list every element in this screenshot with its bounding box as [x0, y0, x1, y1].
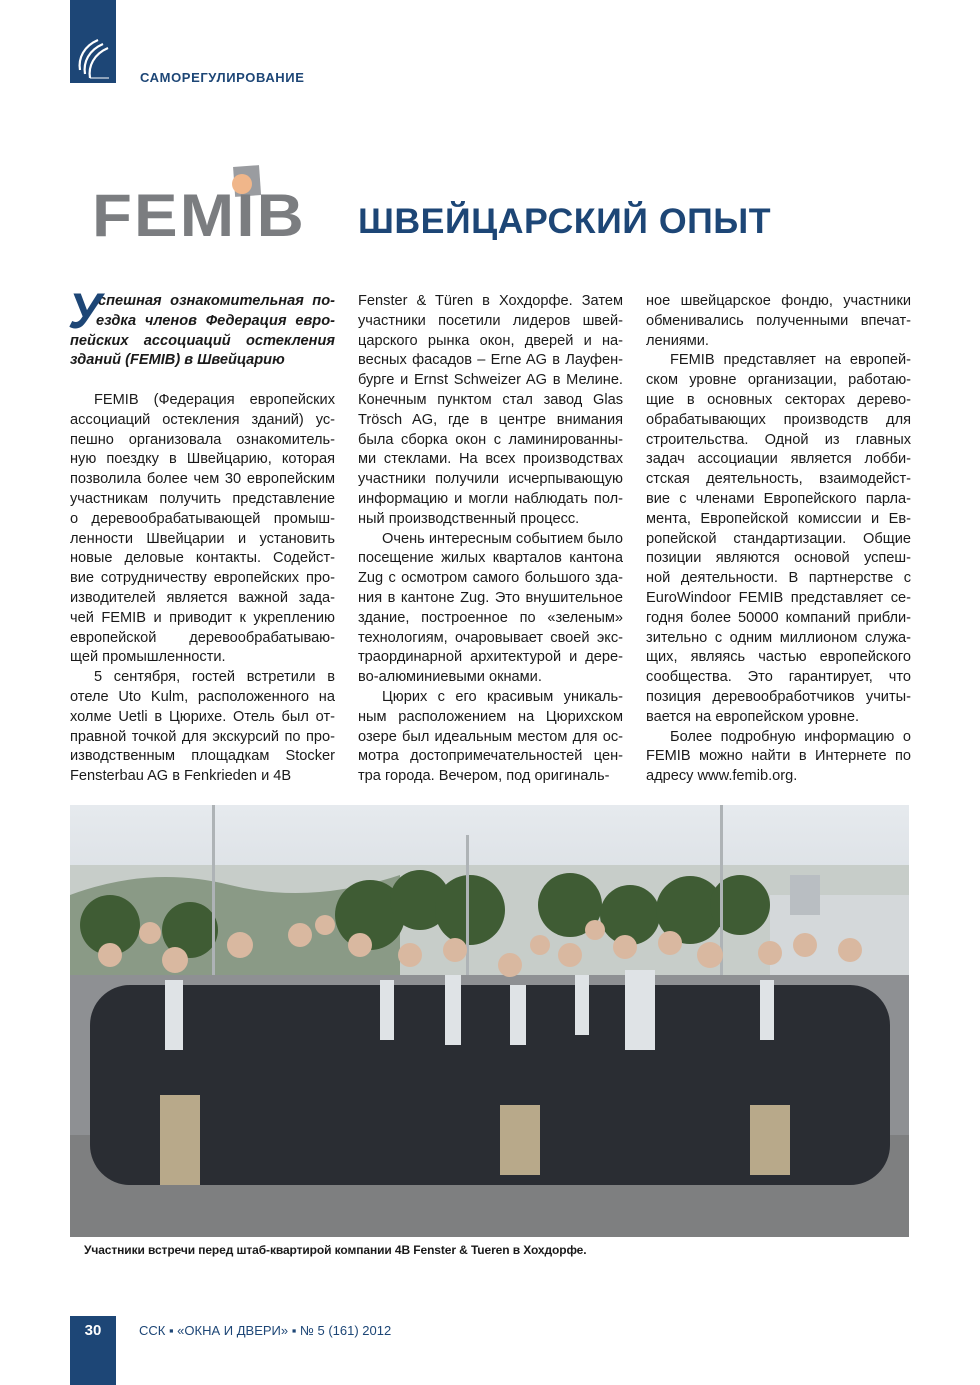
- text-line: участники получили исчерпывающую: [358, 471, 623, 488]
- text-line: озере был идеальным местом для ос-: [358, 728, 623, 745]
- text-line: бурге и Ernst Schweizer AG в Мелине.: [358, 372, 623, 389]
- text-line: обменивались полученными впечат-: [646, 312, 911, 329]
- text-line: пейских ассоциаций остекления: [70, 332, 335, 349]
- text-line: посещение жилых кварталов кантона: [358, 550, 623, 567]
- magazine-logo-icon: [76, 36, 110, 80]
- text-line: информацию и могли наблюдать пол-: [358, 490, 623, 507]
- text-line: спешная ознакомительная по-: [98, 293, 335, 309]
- text-line: ное швейцарское фондю, участники: [646, 293, 911, 309]
- text-line: Fenster & Türen в Хохдорфе. Затем: [358, 293, 623, 309]
- text-line: здание, построенное по «зеленым»: [358, 609, 623, 626]
- text-line: зданий (FEMIB) в Швейцарию: [70, 352, 285, 369]
- text-line: ездка членов Федерация евро-: [96, 312, 335, 329]
- text-line: ропейской стандартизации. Общие: [646, 530, 911, 547]
- text-line: FEMIB представляет на европей-: [670, 352, 911, 369]
- text-line: траординарной архитектурой и дере-: [358, 649, 623, 666]
- text-line: щей промышленности.: [70, 649, 226, 666]
- text-line: EuroWindoor FEMIB представляет се-: [646, 589, 911, 606]
- page-number: 30: [84, 1322, 102, 1339]
- section-marker: [70, 0, 116, 83]
- text-column-1: [68, 283, 335, 787]
- text-line: новые деловые контакты. Содейст-: [70, 550, 335, 567]
- text-line: мотра достопримечательностей цен-: [358, 748, 623, 765]
- text-line: была сборка окон с ламинированны-: [358, 431, 623, 448]
- svg-text:FEMIB: FEMIB: [92, 182, 306, 240]
- text-line: изводителей является важной зада-: [70, 589, 335, 606]
- text-line: изводственным площадкам Stocker: [70, 748, 335, 765]
- text-line: ассоциаций остекления зданий) ус-: [70, 411, 335, 428]
- text-line: отеле Uto Kulm, расположенного на: [70, 688, 335, 705]
- text-line: ми стеклами. На всех производствах: [358, 451, 623, 468]
- text-line: вие с членами Европейского парла-: [646, 490, 911, 507]
- group-photo: [70, 805, 909, 1237]
- text-line: о деревообрабатывающей промыш-: [70, 510, 335, 527]
- drop-cap: У: [68, 283, 102, 339]
- text-column-3: [646, 292, 911, 787]
- page-number-box: [70, 1316, 116, 1385]
- text-line: ным расположением на Цюрихском: [358, 708, 623, 725]
- text-line: стская деятельность, взаимодейст-: [646, 471, 911, 488]
- text-line: позволила более чем 30 европейским: [70, 471, 335, 488]
- text-line: ленности Швейцарии и установить: [70, 530, 335, 547]
- text-line: мента, Европейской комиссии и Ев-: [646, 510, 911, 527]
- text-line: ной деятельности. В партнерстве с: [646, 570, 911, 587]
- text-column-2: [358, 292, 623, 787]
- text-line: годня более 50000 компаний прибли-: [646, 609, 911, 626]
- text-line: Очень интересным событием было: [382, 530, 623, 547]
- text-line: обрабатывающих производств для: [646, 411, 911, 428]
- text-line: лениями.: [646, 332, 709, 349]
- text-line: чей FEMIB и приводит к укреплению: [70, 609, 335, 626]
- text-line: ском уровне организации, работаю-: [646, 372, 911, 389]
- text-line: участникам получить представление: [70, 490, 335, 507]
- text-line: ный производственный процесс.: [358, 510, 580, 527]
- text-line: Цюрих с его красивым уникаль-: [382, 688, 623, 705]
- text-line: вие сотрудничеству европейских про-: [70, 570, 335, 587]
- text-line: холме Uetli в Цюрихе. Отель был от-: [70, 708, 335, 725]
- photo-caption: Участники встречи перед штаб-квартирой компании 4B Fenster & Tueren в Хохдорфе.: [84, 1243, 587, 1257]
- text-line: Zug с осмотром самого большого зда-: [358, 570, 623, 587]
- text-line: сообщества. Это гарантирует, что: [646, 669, 911, 686]
- text-line: зительно с одним миллионом служа-: [646, 629, 911, 646]
- text-line: ния в кантоне Zug. Это внушительное: [358, 589, 623, 606]
- text-line: европейской деревообрабатываю-: [70, 629, 335, 646]
- text-line: технологиям, очаровывает своей экс-: [358, 629, 623, 646]
- text-line: Конечным пунктом стал завод Glas: [358, 391, 623, 408]
- text-line: позиция деревообработчиков учиты-: [646, 688, 911, 705]
- section-title: САМОРЕГУЛИРОВАНИЕ: [140, 70, 305, 85]
- text-line: Fensterbau AG в Fenkrieden и 4B: [70, 768, 292, 785]
- text-line: правной точкой для экскурсий по про-: [70, 728, 335, 745]
- text-line: строительства. Одной из главных: [646, 431, 911, 448]
- text-line: царского рынка окон, дверей и на-: [358, 332, 623, 349]
- text-line: FEMIB (Федерация европейских: [94, 391, 335, 408]
- text-line: Более подробную информацию о: [670, 728, 911, 745]
- text-line: адресу www.femib.org.: [646, 768, 798, 785]
- text-line: задач ассоциации является лобби-: [646, 451, 911, 468]
- publication-footer: ССК ▪ «ОКНА И ДВЕРИ» ▪ № 5 (161) 2012: [139, 1323, 392, 1338]
- text-line: FEMIB можно найти в Интернете по: [646, 748, 911, 765]
- text-line: пешно организовала ознакомитель-: [70, 431, 335, 448]
- femib-logo: [92, 160, 312, 240]
- text-line: во-алюминиевыми окнами.: [358, 669, 542, 686]
- text-line: тра города. Вечером, под оригиналь-: [358, 768, 610, 785]
- text-line: весных фасадов – Erne AG в Лауфен-: [358, 352, 623, 369]
- text-line: ную поездку в Швейцарию, которая: [70, 451, 335, 468]
- text-line: щих, являясь частью европейского: [646, 649, 911, 666]
- lead-paragraph: [68, 283, 335, 371]
- group-photo-image: [70, 805, 909, 1237]
- text-line: участники посетили лидеров швей-: [358, 312, 623, 329]
- text-line: позиции являются основой успеш-: [646, 550, 911, 567]
- text-line: Trösch AG, где в центре внимания: [358, 411, 623, 428]
- text-line: вается на европейском уровне.: [646, 708, 860, 725]
- text-line: щие в основных секторах дерево-: [646, 391, 911, 408]
- text-line: 5 сентября, гостей встретили в: [94, 669, 335, 686]
- article-title: ШВЕЙЦАРСКИЙ ОПЫТ: [358, 202, 772, 241]
